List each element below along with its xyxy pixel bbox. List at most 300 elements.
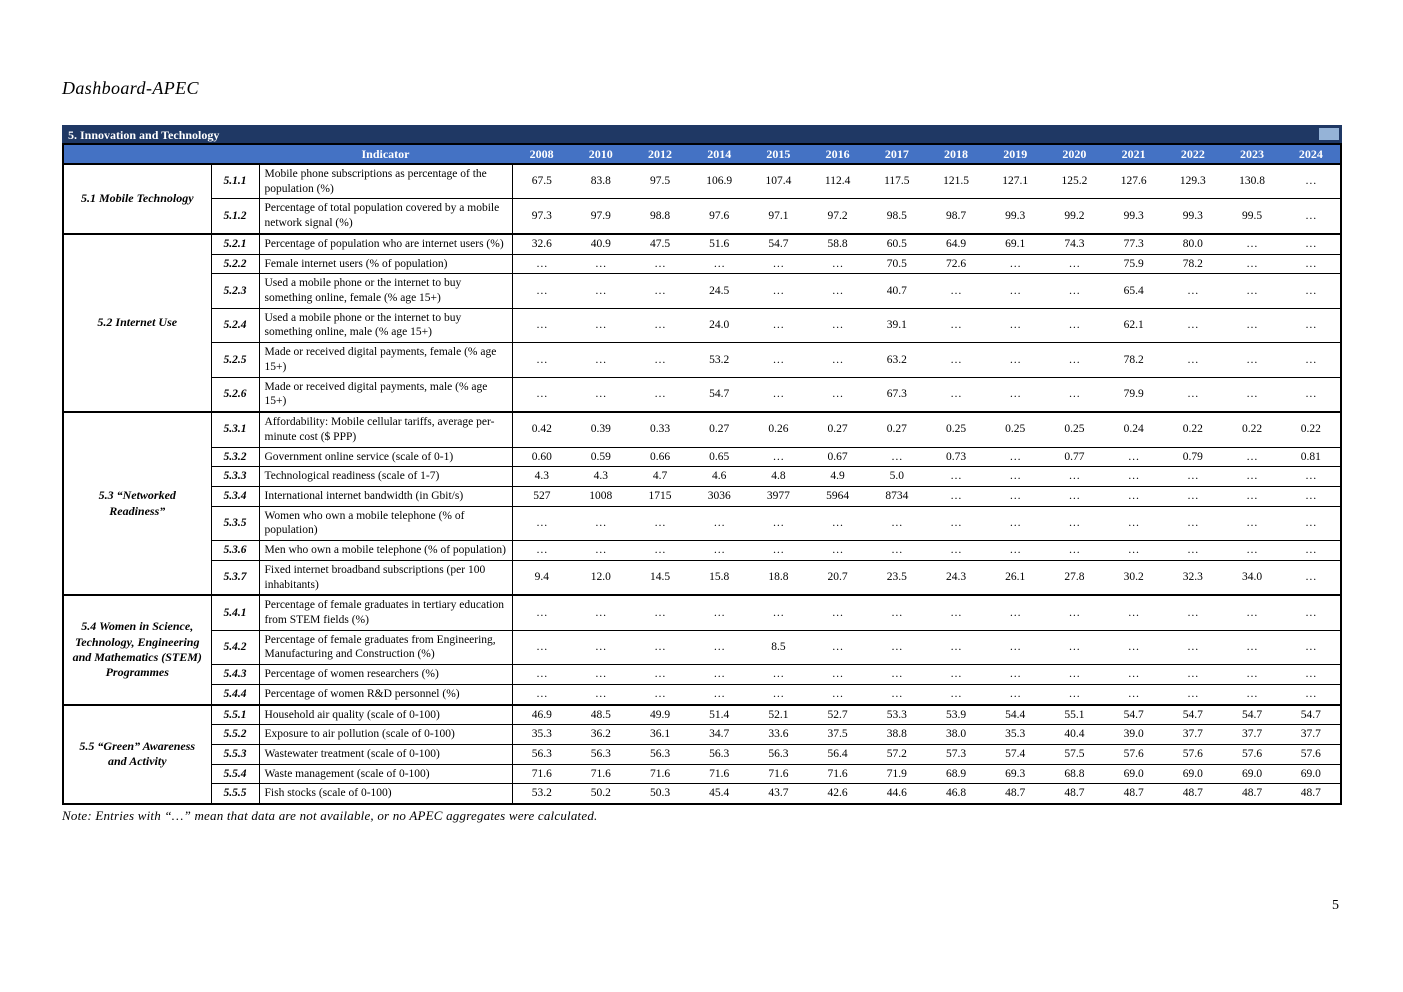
value-cell: 40.9 bbox=[590, 237, 611, 250]
year-column-header: 2014 bbox=[690, 144, 749, 164]
value-cell: … bbox=[713, 606, 725, 619]
value-cell: … bbox=[1009, 489, 1021, 502]
table-row bbox=[63, 308, 1341, 342]
value-cell: … bbox=[1246, 387, 1258, 400]
value-cell: … bbox=[1068, 387, 1081, 400]
value-cell: 24.3 bbox=[945, 571, 967, 584]
value-cell: … bbox=[1305, 284, 1317, 297]
table-row bbox=[63, 467, 1341, 487]
table-row bbox=[63, 412, 1341, 447]
value-cell: 60.5 bbox=[886, 237, 907, 250]
value-cell: 77.3 bbox=[1123, 237, 1144, 250]
value-cell: 130.8 bbox=[1239, 175, 1265, 188]
value-cell: 68.8 bbox=[1064, 767, 1085, 780]
value-cell: 15.8 bbox=[709, 571, 730, 584]
value-cell: 0.39 bbox=[590, 423, 611, 436]
table-row bbox=[63, 506, 1341, 540]
table-row bbox=[63, 234, 1341, 254]
value-cell: 0.67 bbox=[827, 450, 848, 463]
value-cell: … bbox=[1187, 470, 1199, 483]
value-cell: 53.3 bbox=[886, 708, 907, 721]
value-cell: 57.6 bbox=[1123, 748, 1144, 760]
value-cell: 97.5 bbox=[649, 175, 671, 188]
value-cell: … bbox=[1068, 517, 1081, 530]
value-cell: 64.9 bbox=[945, 237, 967, 250]
indicator-code: 5.4.3 bbox=[211, 665, 259, 685]
value-cell: 0.24 bbox=[1123, 423, 1144, 436]
value-cell: 53.2 bbox=[531, 787, 552, 800]
value-cell: 58.8 bbox=[827, 237, 848, 250]
indicator-description: Made or received digital payments, female (% age 15+) bbox=[259, 343, 512, 377]
value-cell: 12.0 bbox=[590, 571, 611, 584]
header-row bbox=[63, 144, 1341, 164]
value-cell: … bbox=[831, 668, 844, 681]
value-cell: … bbox=[1305, 257, 1317, 270]
value-cell: 98.8 bbox=[649, 209, 671, 222]
value-cell: … bbox=[595, 353, 607, 366]
value-cell: 0.81 bbox=[1300, 450, 1321, 463]
value-cell: 57.6 bbox=[1182, 748, 1203, 760]
value-cell: … bbox=[891, 450, 903, 463]
value-cell: … bbox=[1127, 668, 1140, 681]
year-column-header: 2019 bbox=[986, 144, 1045, 164]
value-cell: … bbox=[1187, 387, 1199, 400]
value-cell: … bbox=[595, 319, 607, 332]
value-cell: 127.1 bbox=[1002, 175, 1029, 188]
value-cell: … bbox=[536, 284, 548, 297]
value-cell: 56.3 bbox=[768, 748, 789, 760]
value-cell: … bbox=[713, 641, 725, 654]
value-cell: … bbox=[536, 387, 548, 400]
value-cell: 99.2 bbox=[1064, 209, 1085, 222]
value-cell: 69.0 bbox=[1241, 767, 1263, 780]
value-cell: … bbox=[1305, 470, 1317, 483]
value-cell: … bbox=[1246, 257, 1258, 270]
value-cell: 97.3 bbox=[531, 209, 552, 222]
value-cell: … bbox=[654, 517, 666, 530]
value-cell: … bbox=[1068, 641, 1081, 654]
value-cell: … bbox=[1187, 284, 1199, 297]
indicator-description: Men who own a mobile telephone (% of population) bbox=[259, 541, 512, 561]
value-cell: … bbox=[654, 687, 666, 700]
value-cell: … bbox=[1068, 687, 1081, 700]
value-cell: … bbox=[831, 517, 844, 530]
value-cell: … bbox=[1009, 353, 1021, 366]
value-cell: … bbox=[595, 544, 607, 557]
value-cell: … bbox=[1305, 387, 1317, 400]
value-cell: 127.6 bbox=[1120, 175, 1147, 188]
value-cell: … bbox=[950, 517, 962, 530]
value-cell: … bbox=[1068, 284, 1081, 297]
indicator-code: 5.3.3 bbox=[211, 467, 259, 487]
innovation-technology-table bbox=[62, 143, 1342, 805]
table-row bbox=[63, 541, 1341, 561]
indicator-description: Percentage of total population covered by a mobile network signal (%) bbox=[259, 199, 512, 234]
value-cell: 57.6 bbox=[1241, 748, 1263, 760]
value-cell: 57.3 bbox=[945, 748, 967, 760]
indicator-code: 5.3.2 bbox=[211, 447, 259, 467]
indicator-description: Mobile phone subscriptions as percentage of the population (%) bbox=[259, 164, 512, 199]
value-cell: … bbox=[595, 284, 607, 297]
value-cell: 0.59 bbox=[590, 450, 611, 463]
value-cell: 34.7 bbox=[709, 728, 730, 741]
value-cell: 0.25 bbox=[945, 423, 967, 436]
value-cell: 56.3 bbox=[649, 748, 671, 760]
indicator-description: Percentage of women R&D personnel (%) bbox=[259, 684, 512, 704]
value-cell: … bbox=[595, 257, 607, 270]
value-cell: 24.0 bbox=[709, 319, 730, 332]
value-cell: 54.7 bbox=[768, 237, 789, 250]
value-cell: … bbox=[1009, 517, 1021, 530]
value-cell: … bbox=[1305, 687, 1317, 700]
value-cell: 69.0 bbox=[1123, 767, 1144, 780]
page-number: 5 bbox=[1332, 898, 1339, 913]
value-cell: … bbox=[654, 257, 666, 270]
indicator-code: 5.5.2 bbox=[211, 725, 259, 745]
value-cell: … bbox=[1246, 237, 1258, 250]
value-cell: 99.3 bbox=[1005, 209, 1026, 222]
value-cell: … bbox=[950, 489, 962, 502]
value-cell: … bbox=[772, 687, 785, 700]
value-cell: 54.7 bbox=[709, 387, 730, 400]
indicator-description: Percentage of female graduates from Engineering, Manufacturing and Construction (%) bbox=[259, 630, 512, 664]
year-column-header: 2017 bbox=[867, 144, 926, 164]
value-cell: … bbox=[1068, 319, 1081, 332]
value-cell: 98.7 bbox=[945, 209, 967, 222]
value-cell: 129.3 bbox=[1179, 175, 1206, 188]
value-cell: … bbox=[1246, 319, 1258, 332]
value-cell: … bbox=[1127, 544, 1140, 557]
value-cell: … bbox=[1009, 668, 1021, 681]
section-title: 5. Innovation and Technology bbox=[68, 128, 220, 142]
value-cell: … bbox=[831, 387, 844, 400]
value-cell: … bbox=[1068, 606, 1081, 619]
value-cell: … bbox=[1246, 668, 1258, 681]
value-cell: … bbox=[595, 668, 607, 681]
value-cell: … bbox=[831, 641, 844, 654]
value-cell: 39.1 bbox=[886, 319, 907, 332]
value-cell: … bbox=[950, 668, 962, 681]
value-cell: 3036 bbox=[707, 489, 731, 502]
value-cell: 67.5 bbox=[531, 175, 552, 188]
group-label: 5.4 Women in Science, Technology, Engineering and Mathematics (STEM) Programmes bbox=[63, 595, 211, 704]
value-cell: … bbox=[891, 544, 903, 557]
value-cell: 80.0 bbox=[1182, 237, 1203, 250]
value-cell: … bbox=[831, 687, 844, 700]
table-row bbox=[63, 377, 1341, 412]
value-cell: … bbox=[654, 544, 666, 557]
value-cell: 71.6 bbox=[827, 767, 848, 780]
value-cell: … bbox=[1127, 517, 1140, 530]
value-cell: … bbox=[1305, 571, 1317, 584]
value-cell: … bbox=[1305, 175, 1317, 188]
value-cell: 43.7 bbox=[768, 787, 789, 800]
value-cell: … bbox=[1246, 641, 1258, 654]
value-cell: 62.1 bbox=[1123, 319, 1144, 332]
indicator-code: 5.5.3 bbox=[211, 745, 259, 765]
value-cell: 56.3 bbox=[531, 748, 552, 760]
value-cell: … bbox=[1246, 470, 1258, 483]
value-cell: … bbox=[1246, 353, 1258, 366]
table-row bbox=[63, 705, 1341, 725]
value-cell: 48.7 bbox=[1064, 787, 1085, 800]
value-cell: 4.8 bbox=[771, 470, 786, 483]
value-cell: 37.5 bbox=[827, 728, 848, 741]
value-cell: … bbox=[831, 319, 844, 332]
value-cell: … bbox=[891, 668, 903, 681]
value-cell: … bbox=[536, 353, 548, 366]
value-cell: … bbox=[772, 284, 785, 297]
value-cell: 99.3 bbox=[1182, 209, 1203, 222]
value-cell: … bbox=[595, 687, 607, 700]
value-cell: … bbox=[1009, 387, 1021, 400]
value-cell: 40.4 bbox=[1064, 728, 1085, 741]
value-cell: … bbox=[713, 544, 725, 557]
indicator-description: Exposure to air pollution (scale of 0-100) bbox=[259, 725, 512, 745]
table-header bbox=[63, 144, 1341, 164]
value-cell: 57.4 bbox=[1005, 748, 1026, 760]
value-cell: 71.6 bbox=[649, 767, 671, 780]
value-cell: … bbox=[1009, 470, 1021, 483]
value-cell: … bbox=[950, 387, 962, 400]
value-cell: 0.77 bbox=[1064, 450, 1085, 463]
value-cell: … bbox=[772, 257, 785, 270]
value-cell: 53.9 bbox=[945, 708, 967, 721]
value-cell: … bbox=[595, 606, 607, 619]
value-cell: … bbox=[654, 387, 666, 400]
value-cell: … bbox=[891, 687, 903, 700]
value-cell: … bbox=[1127, 606, 1140, 619]
indicator-code: 5.5.5 bbox=[211, 784, 259, 804]
indicator-code: 5.4.4 bbox=[211, 684, 259, 704]
indicator-code: 5.5.1 bbox=[211, 705, 259, 725]
value-cell: 26.1 bbox=[1005, 571, 1026, 584]
table-row bbox=[63, 274, 1341, 308]
table-row bbox=[63, 343, 1341, 377]
value-cell: … bbox=[772, 517, 785, 530]
value-cell: … bbox=[1187, 668, 1199, 681]
value-cell: … bbox=[654, 641, 666, 654]
indicator-description: International internet bandwidth (in Gbit/s) bbox=[259, 486, 512, 506]
value-cell: 71.6 bbox=[709, 767, 730, 780]
value-cell: 52.7 bbox=[827, 708, 848, 721]
indicator-description: Waste management (scale of 0-100) bbox=[259, 764, 512, 784]
value-cell: 83.8 bbox=[590, 175, 611, 188]
value-cell: 48.7 bbox=[1241, 787, 1263, 800]
indicator-code: 5.4.1 bbox=[211, 595, 259, 630]
indicator-code: 5.3.7 bbox=[211, 560, 259, 595]
value-cell: … bbox=[595, 517, 607, 530]
value-cell: … bbox=[1187, 319, 1199, 332]
value-cell: 71.9 bbox=[886, 767, 907, 780]
indicator-description: Percentage of female graduates in tertiary education from STEM fields (%) bbox=[259, 595, 512, 630]
year-column-header: 2008 bbox=[512, 144, 571, 164]
value-cell: 48.7 bbox=[1300, 787, 1321, 800]
value-cell: 37.7 bbox=[1182, 728, 1203, 741]
value-cell: … bbox=[772, 544, 785, 557]
value-cell: … bbox=[1305, 489, 1317, 502]
value-cell: 0.65 bbox=[709, 450, 730, 463]
value-cell: … bbox=[1127, 641, 1140, 654]
value-cell: 54.7 bbox=[1182, 708, 1203, 721]
value-cell: 9.4 bbox=[534, 571, 550, 584]
indicator-description: Household air quality (scale of 0-100) bbox=[259, 705, 512, 725]
year-column-header: 2016 bbox=[808, 144, 867, 164]
value-cell: … bbox=[1305, 544, 1317, 557]
value-cell: … bbox=[950, 284, 962, 297]
footnote: Note: Entries with “…” mean that data are not available, or no APEC aggregates were calculated. bbox=[62, 808, 598, 824]
value-cell: 78.2 bbox=[1182, 257, 1203, 270]
value-cell: 24.5 bbox=[709, 284, 730, 297]
value-cell: 97.2 bbox=[827, 209, 848, 222]
value-cell: 65.4 bbox=[1123, 284, 1144, 297]
value-cell: 69.0 bbox=[1182, 767, 1203, 780]
value-cell: 0.27 bbox=[709, 423, 730, 436]
value-cell: 52.1 bbox=[768, 708, 789, 721]
value-cell: 69.1 bbox=[1005, 237, 1026, 250]
value-cell: 30.2 bbox=[1123, 571, 1144, 584]
indicator-description: Technological readiness (scale of 1-7) bbox=[259, 467, 512, 487]
value-cell: 46.9 bbox=[531, 708, 552, 721]
value-cell: … bbox=[1068, 470, 1081, 483]
indicator-description: Percentage of population who are internet users (%) bbox=[259, 234, 512, 254]
table-row bbox=[63, 486, 1341, 506]
value-cell: … bbox=[831, 353, 844, 366]
value-cell: 74.3 bbox=[1064, 237, 1085, 250]
value-cell: 98.5 bbox=[886, 209, 907, 222]
value-cell: 4.3 bbox=[593, 470, 608, 483]
value-cell: 0.25 bbox=[1064, 423, 1085, 436]
group-label: 5.3 “Networked Readiness” bbox=[63, 412, 211, 595]
value-cell: 121.5 bbox=[943, 175, 969, 188]
value-cell: 33.6 bbox=[768, 728, 789, 741]
value-cell: 8734 bbox=[885, 489, 909, 502]
value-cell: 44.6 bbox=[886, 787, 907, 800]
value-cell: … bbox=[1305, 237, 1317, 250]
document-title: Dashboard-APEC bbox=[62, 78, 199, 98]
value-cell: 36.1 bbox=[649, 728, 671, 741]
value-cell: 49.9 bbox=[649, 708, 671, 721]
value-cell: … bbox=[1187, 489, 1199, 502]
value-cell: … bbox=[1187, 517, 1199, 530]
indicator-code: 5.2.3 bbox=[211, 274, 259, 308]
value-cell: … bbox=[1305, 319, 1317, 332]
value-cell: … bbox=[713, 687, 725, 700]
value-cell: 54.7 bbox=[1241, 708, 1263, 721]
value-cell: 0.73 bbox=[945, 450, 967, 463]
year-column-header: 2010 bbox=[571, 144, 630, 164]
value-cell: … bbox=[1009, 606, 1021, 619]
value-cell: … bbox=[1187, 687, 1199, 700]
year-column-header: 2021 bbox=[1104, 144, 1163, 164]
table-row bbox=[63, 254, 1341, 274]
value-cell: 97.6 bbox=[709, 209, 730, 222]
indicator-code: 5.1.2 bbox=[211, 199, 259, 234]
value-cell: … bbox=[950, 544, 962, 557]
table-row bbox=[63, 784, 1341, 804]
table-row bbox=[63, 630, 1341, 664]
value-cell: … bbox=[1246, 517, 1258, 530]
indicator-description: Affordability: Mobile cellular tariffs, average per-minute cost ($ PPP) bbox=[259, 412, 512, 447]
section-title-bar bbox=[62, 125, 1342, 143]
value-cell: 38.0 bbox=[945, 728, 967, 741]
value-cell: … bbox=[772, 353, 785, 366]
value-cell: … bbox=[536, 257, 548, 270]
value-cell: 50.3 bbox=[649, 787, 671, 800]
value-cell: 63.2 bbox=[886, 353, 907, 366]
value-cell: 42.6 bbox=[827, 787, 848, 800]
value-cell: 72.6 bbox=[945, 257, 967, 270]
value-cell: … bbox=[1187, 641, 1199, 654]
value-cell: 67.3 bbox=[886, 387, 907, 400]
value-cell: … bbox=[1009, 544, 1021, 557]
indicator-description: Female internet users (% of population) bbox=[259, 254, 512, 274]
value-cell: 69.3 bbox=[1005, 767, 1026, 780]
value-cell: … bbox=[891, 606, 903, 619]
value-cell: 112.4 bbox=[824, 175, 851, 188]
value-cell: 0.25 bbox=[1005, 423, 1026, 436]
value-cell: 97.1 bbox=[768, 209, 789, 222]
value-cell: 78.2 bbox=[1123, 353, 1144, 366]
value-cell: 32.3 bbox=[1182, 571, 1203, 584]
value-cell: … bbox=[1127, 470, 1140, 483]
value-cell: 56.3 bbox=[590, 748, 611, 760]
value-cell: 99.3 bbox=[1123, 209, 1144, 222]
indicator-code: 5.3.1 bbox=[211, 412, 259, 447]
value-cell: 5.0 bbox=[889, 470, 904, 483]
value-cell: … bbox=[536, 687, 548, 700]
value-cell: … bbox=[1187, 544, 1199, 557]
value-cell: 68.9 bbox=[945, 767, 967, 780]
table-row bbox=[63, 447, 1341, 467]
table-row bbox=[63, 684, 1341, 704]
indicator-description: Made or received digital payments, male (% age 15+) bbox=[259, 377, 512, 412]
value-cell: 106.9 bbox=[706, 175, 733, 188]
group-label: 5.5 “Green” Awareness and Activity bbox=[63, 705, 211, 805]
value-cell: … bbox=[950, 353, 962, 366]
indicator-code: 5.5.4 bbox=[211, 764, 259, 784]
value-cell: … bbox=[1127, 450, 1140, 463]
value-cell: 4.7 bbox=[652, 470, 668, 483]
value-cell: 0.26 bbox=[768, 423, 789, 436]
value-cell: 97.9 bbox=[590, 209, 611, 222]
year-column-header: 2024 bbox=[1282, 144, 1341, 164]
value-cell: … bbox=[891, 641, 903, 654]
value-cell: 46.8 bbox=[945, 787, 967, 800]
indicator-code: 5.3.5 bbox=[211, 506, 259, 540]
value-cell: … bbox=[1246, 284, 1258, 297]
value-cell: 8.5 bbox=[771, 641, 786, 654]
value-cell: 39.0 bbox=[1123, 728, 1144, 741]
value-cell: 4.9 bbox=[830, 470, 845, 483]
value-cell: 0.27 bbox=[827, 423, 848, 436]
value-cell: 5964 bbox=[826, 489, 850, 502]
value-cell: … bbox=[1009, 257, 1021, 270]
value-cell: … bbox=[1127, 489, 1140, 502]
value-cell: … bbox=[536, 668, 548, 681]
table-row bbox=[63, 560, 1341, 595]
value-cell: 54.7 bbox=[1300, 708, 1321, 721]
value-cell: 527 bbox=[533, 489, 551, 502]
value-cell: 57.2 bbox=[886, 748, 907, 760]
value-cell: … bbox=[831, 544, 844, 557]
indicator-description: Used a mobile phone or the internet to buy something online, male (% age 15+) bbox=[259, 308, 512, 342]
value-cell: … bbox=[1305, 209, 1317, 222]
value-cell: … bbox=[950, 606, 962, 619]
indicator-code: 5.2.1 bbox=[211, 234, 259, 254]
year-column-header: 2020 bbox=[1045, 144, 1104, 164]
group-label: 5.1 Mobile Technology bbox=[63, 164, 211, 234]
